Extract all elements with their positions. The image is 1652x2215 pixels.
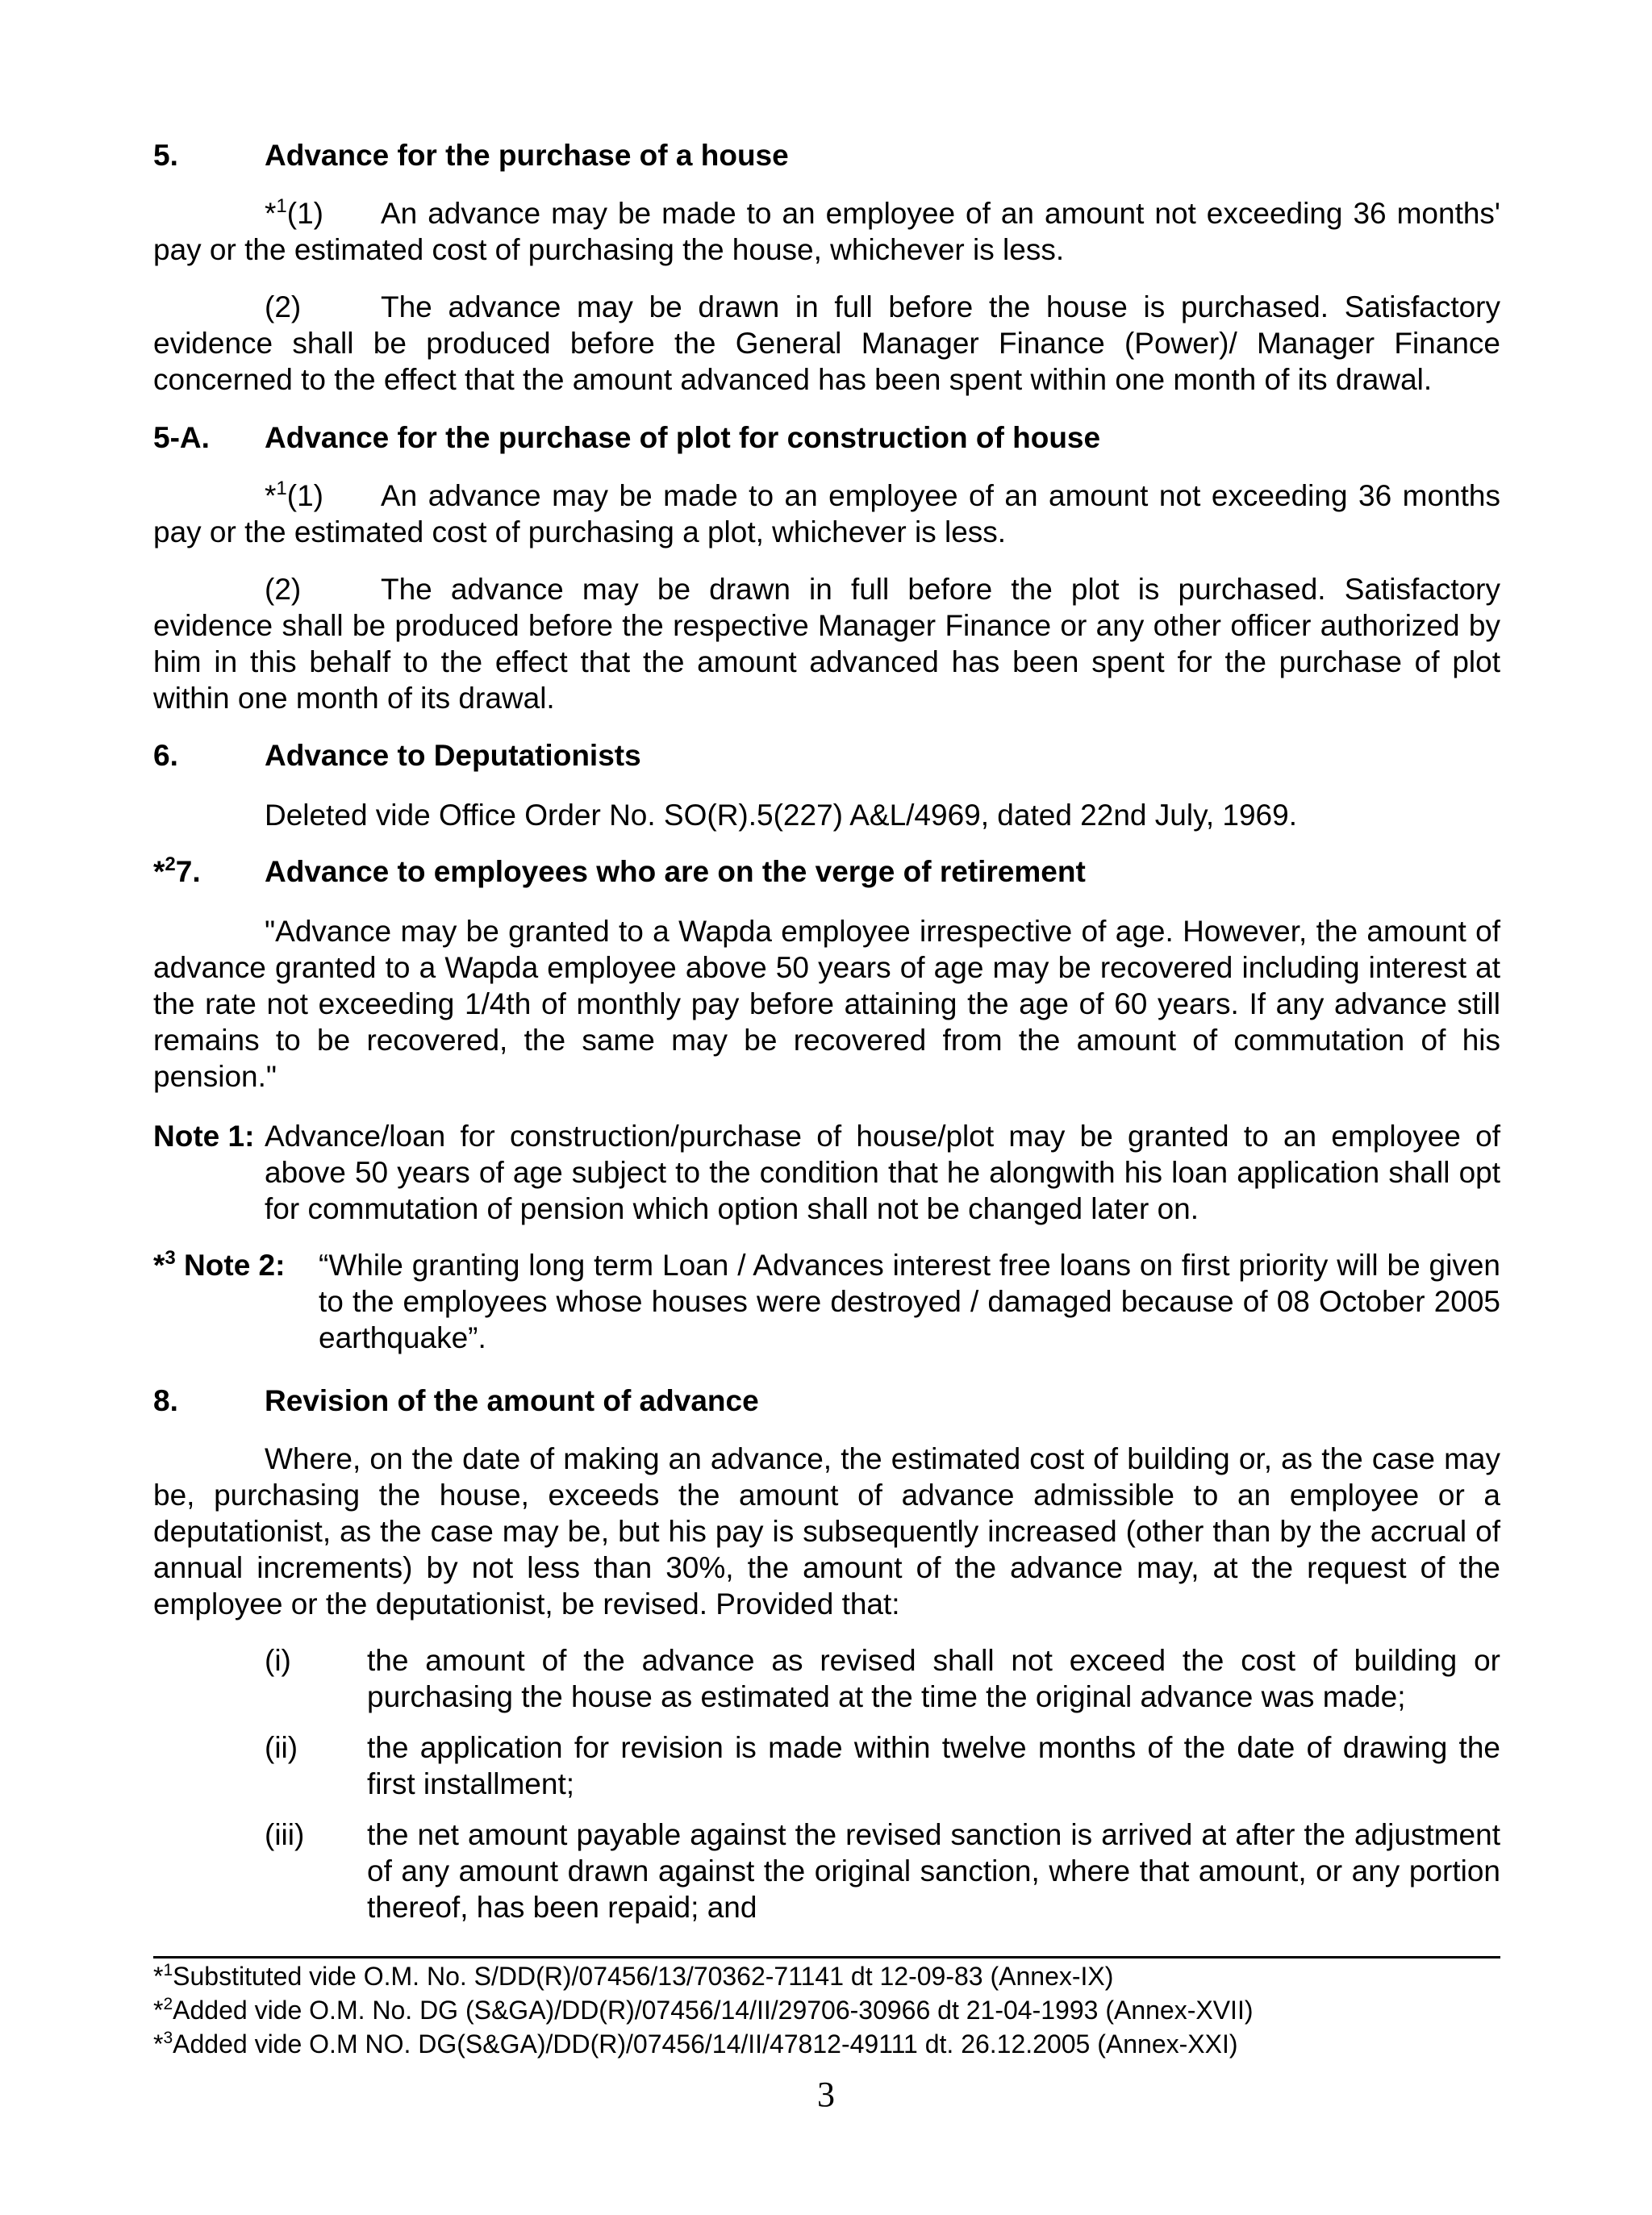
footnote-text: Added vide O.M NO. DG(S&GA)/DD(R)/07456/14/II/47812-49111 dt. 26.12.2005 (Annex-XXI) <box>173 2029 1238 2059</box>
clause-label: (2) <box>265 573 302 606</box>
footnote-text: Substituted vide O.M. No. S/DD(R)/07456/13/70362-71141 dt 12-09-83 (Annex-IX) <box>173 1962 1114 1991</box>
list-item-text: the net amount payable against the revised sanction is arrived at after the adjustment of any amount drawn against the original sanction, where that amount, or any portion thereof, has been repaid; and <box>367 1818 1500 1924</box>
clause-text: The advance may be drawn in full before the house is purchased. Satisfactory evidence shall be produced before the General Manager Finance (Power)/ Manager Finance concerned to the effect that the amount advanced has been spent within one month of its drawal. <box>153 290 1500 396</box>
section-5-paragraph-1 <box>153 195 1500 268</box>
list-item-label: (iii) <box>265 1818 305 1851</box>
amendment-marker: * <box>265 197 277 230</box>
amendment-marker: * <box>153 855 165 888</box>
section-text: Deleted vide Office Order No. SO(R).5(227) A&L/4969, dated 22nd July, 1969. <box>265 799 1297 832</box>
footnote-number: 2 <box>163 1995 173 2013</box>
amendment-marker: * <box>265 479 277 512</box>
note-2-text: “While granting long term Loan / Advances interest free loans on first priority will be given to the employees whose houses were destroyed / damaged because of 08 October 2005 earthquake”. <box>319 1249 1500 1354</box>
footnote-ref: 2 <box>165 853 176 875</box>
clause-label: (2) <box>265 290 302 323</box>
section-title: Revision of the amount of advance <box>265 1384 759 1417</box>
footnote <box>153 2028 1238 2060</box>
footnote-text: Added vide O.M. No. DG (S&GA)/DD(R)/07456/14/II/29706-30966 dt 21-04-1993 (Annex-XVII) <box>173 1996 1254 2025</box>
section-number <box>153 853 201 890</box>
section-title: Advance to Deputationists <box>265 739 641 772</box>
footnote-number: 1 <box>163 1961 173 1979</box>
note-label-text: Note 2: <box>184 1249 286 1282</box>
section-number: 5. <box>153 139 178 172</box>
note-1-text: Advance/loan for construction/purchase of house/plot may be granted to an employee of above 50 years of age subject to the condition that he alongwith his loan application shall opt for commutation of pension which option shall not be changed later on. <box>265 1120 1500 1225</box>
footnote-ref: 1 <box>276 195 287 217</box>
note-1-label: Note 1: <box>153 1120 255 1153</box>
section-8-text <box>153 1441 1500 1622</box>
footnote-ref: 1 <box>276 478 287 499</box>
clause-label: (1) <box>286 197 323 230</box>
list-item-text: the application for revision is made within twelve months of the date of drawing the first installment; <box>367 1731 1500 1800</box>
section-text: "Advance may be granted to a Wapda employee irrespective of age. However, the amount of advance granted to a Wapda employee above 50 years of age may be recovered including interest at the rate not exceeding 1/4th of monthly pay before attaining the age of 60 years. If any advance still remains to be recovered, the same may be recovered from the amount of commutation of his pension." <box>153 915 1500 1093</box>
footnote-marker: * <box>153 2029 164 2059</box>
footnote-divider <box>153 1956 1500 1958</box>
section-number: 8. <box>153 1384 178 1417</box>
list-item-label: (i) <box>265 1644 291 1677</box>
note-2-label <box>153 1247 285 1283</box>
section-number-value: 7. <box>175 855 201 888</box>
clause-text: An advance may be made to an employee of an amount not exceeding 36 months' pay or the estimated cost of purchasing the house, whichever is less. <box>153 197 1500 266</box>
clause-label: (1) <box>286 479 323 512</box>
section-number: 6. <box>153 739 178 772</box>
section-5a-paragraph-2 <box>153 571 1500 716</box>
footnote <box>153 1960 1113 1992</box>
clause-text: An advance may be made to an employee of an amount not exceeding 36 months pay or the estimated cost of purchasing a plot, whichever is less. <box>153 479 1500 549</box>
section-title: Advance for the purchase of plot for construction of house <box>265 421 1101 454</box>
section-title: Advance to employees who are on the verge of retirement <box>265 855 1086 888</box>
footnote-marker: * <box>153 1962 164 1991</box>
footnote-ref: 3 <box>165 1247 176 1269</box>
section-5-paragraph-2 <box>153 289 1500 398</box>
footnote-marker: * <box>153 1996 164 2025</box>
footnote-number: 3 <box>163 2029 173 2047</box>
section-title: Advance for the purchase of a house <box>265 139 789 172</box>
page-number: 3 <box>817 2075 835 2114</box>
amendment-marker: * <box>153 1249 165 1282</box>
footnote <box>153 1994 1253 2026</box>
list-item-label: (ii) <box>265 1731 298 1764</box>
clause-text: The advance may be drawn in full before the plot is purchased. Satisfactory evidence shall be produced before the respective Manager Finance or any other officer authorized by him in this behalf to the effect that the amount advanced has been spent for the purchase of plot within one month of its drawal. <box>153 573 1500 715</box>
section-5a-paragraph-1 <box>153 478 1500 550</box>
section-7-text <box>153 913 1500 1095</box>
section-6-text <box>153 797 1500 833</box>
section-number: 5-A. <box>153 421 210 454</box>
list-item-text: the amount of the advance as revised shall not exceed the cost of building or purchasing the house as estimated at the time the original advance was made; <box>367 1644 1500 1713</box>
section-text: Where, on the date of making an advance, the estimated cost of building or, as the case may be, purchasing the house, exceeds the amount of advance admissible to an employee or a deputationist, as the case may be, but his pay is subsequently increased (other than by the accrual of annual increments) by not less than 30%, the amount of the advance may, at the request of the employee or the deputationist, be revised. Provided that: <box>153 1442 1500 1621</box>
